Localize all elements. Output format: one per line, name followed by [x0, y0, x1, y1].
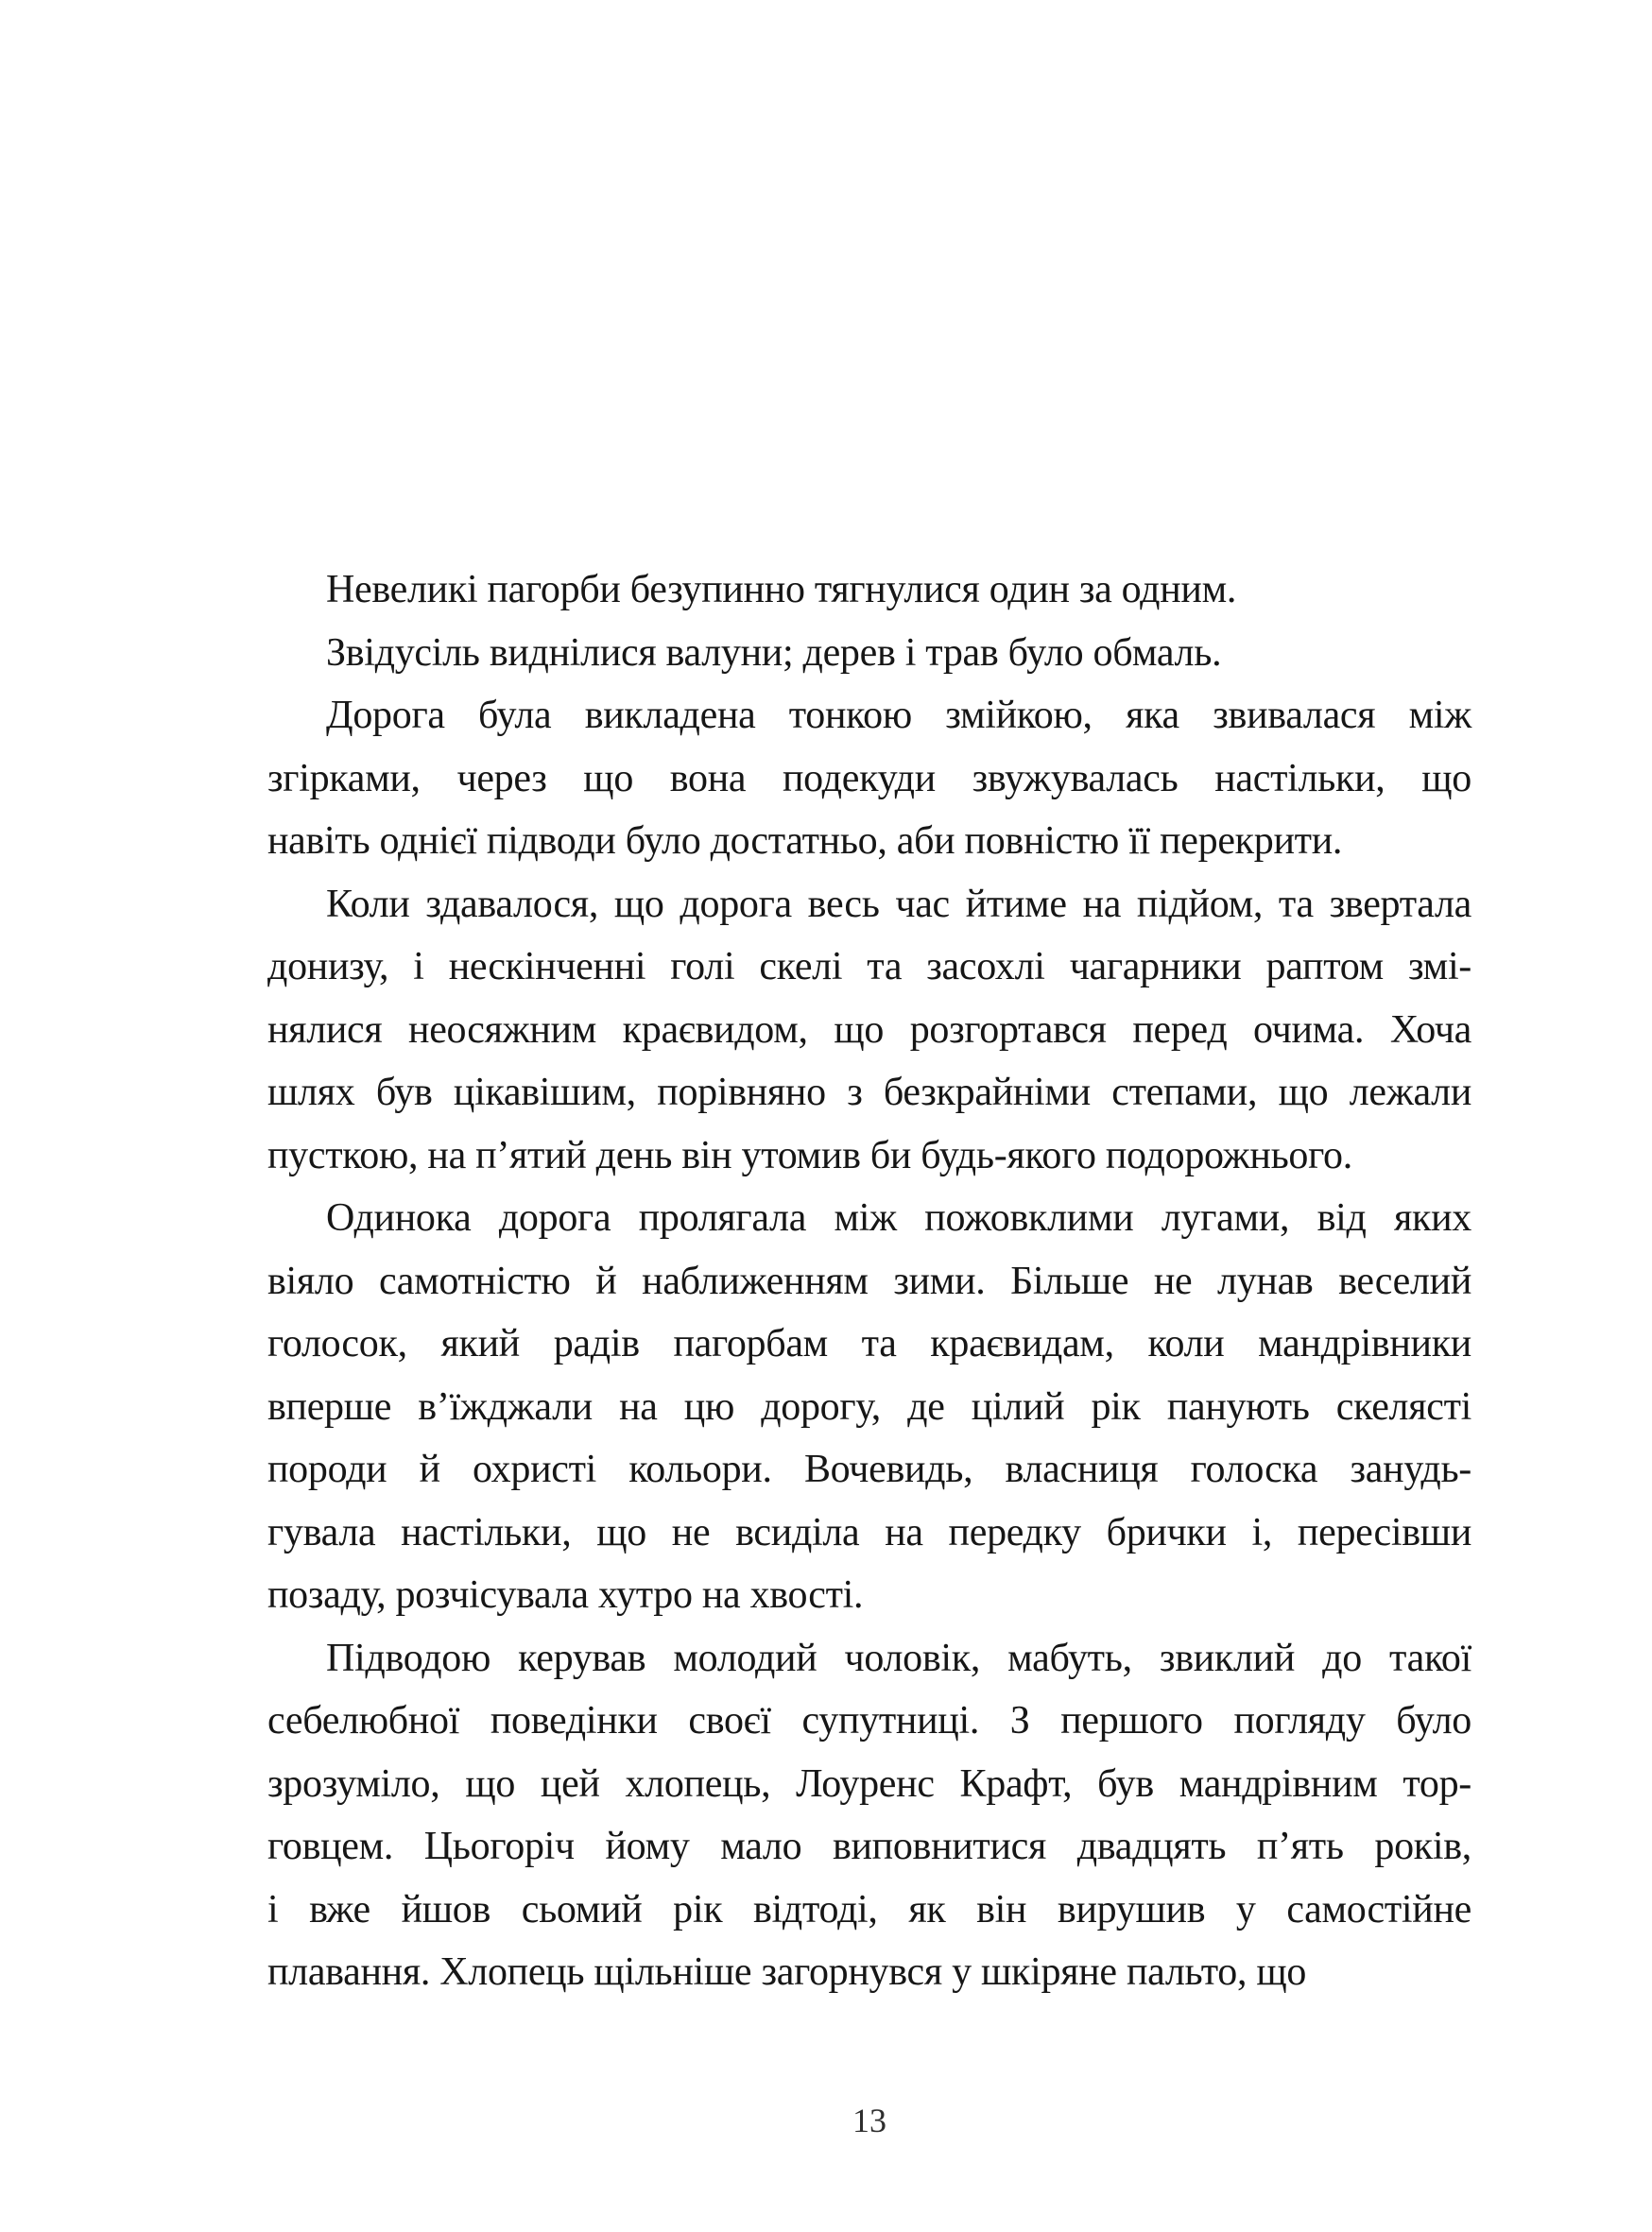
text-line: Дорога була викладена тонкою змійкою, яка звивалася між — [326, 694, 1471, 737]
text-line: Коли здавалося, що дорога весь час йтиме на підйом, та звертала — [326, 882, 1471, 926]
text-line: віяло самотністю й наближенням зими. Більше не лунав веселий — [267, 1259, 1471, 1303]
text-line: Одинока дорога пролягала між пожовклими лугами, від яких — [326, 1196, 1471, 1240]
paragraph — [267, 1627, 1471, 2004]
text-line: пусткою, на п’ятий день він утомив би будь-якого подорожнього. — [267, 1133, 1352, 1177]
text-line: згірками, через що вона подекуди звужувалась настільки, що — [267, 756, 1471, 800]
text-line: нялися неосяжним краєвидом, що розгортався перед очима. Хоча — [267, 1007, 1471, 1052]
text-line: і вже йшов сьомий рік відтоді, як він вирушив у самостійне — [267, 1887, 1471, 1932]
text-line: Підводою керував молодий чоловік, мабуть, звиклий до такої — [326, 1636, 1471, 1680]
text-line: плавання. Хлопець щільніше загорнувся у шкіряне пальто, що — [267, 1950, 1307, 1994]
paragraph — [267, 622, 1471, 685]
text-line: породи й охристі кольори. Вочевидь, власниця голоска занудь- — [267, 1448, 1471, 1491]
text-line: шлях був цікавішим, порівняно з безкрайніми степами, що лежали — [267, 1071, 1471, 1114]
text-line: навіть однієї підводи було достатньо, аби повністю її перекрити. — [267, 819, 1343, 863]
text-line: Звідусіль виднілися валуни; дерев і трав було обмаль. — [326, 630, 1222, 675]
text-line: позаду, розчісувала хутро на хвості. — [267, 1573, 864, 1617]
text-line: вперше в’їжджали на цю дорогу, де цілий рік панують скелясті — [267, 1384, 1471, 1429]
text-line: голосок, який радів пагорбам та краєвидам, коли мандрівники — [267, 1322, 1471, 1365]
paragraph — [267, 873, 1471, 1188]
text-line: Невеликі пагорби безупинно тягнулися один за одним. — [326, 568, 1237, 611]
paragraph — [267, 558, 1471, 622]
text-line: зрозуміло, що цей хлопець, Лоуренс Крафт, був мандрівним тор- — [267, 1761, 1471, 1806]
page-number: 13 — [852, 2102, 886, 2139]
text-line: себелюбної поведінки своєї супутниці. З першого погляду було — [267, 1699, 1471, 1743]
text-line: говцем. Цьогоріч йому мало виповнитися двадцять п’ять років, — [267, 1825, 1471, 1868]
paragraph — [267, 684, 1471, 873]
text-line: гувала настільки, що не всиділа на передку брички і, пересівши — [267, 1510, 1471, 1554]
text-line: донизу, і нескінченні голі скелі та засохлі чагарники раптом змі- — [267, 945, 1471, 988]
paragraph — [267, 1187, 1471, 1627]
body-text — [267, 558, 1471, 2004]
